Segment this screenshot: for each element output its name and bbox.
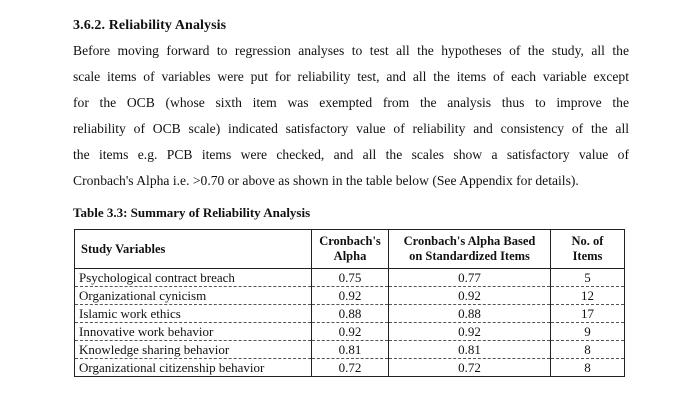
paragraph-line: the items e.g. PCB items were checked, and all the scales show a satisfactory value of	[73, 147, 629, 162]
header-line: Alpha	[333, 249, 367, 263]
header-line: No. of	[571, 234, 604, 248]
header-line: Items	[572, 249, 603, 263]
cell-std-alpha: 0.88	[389, 305, 551, 323]
cell-items: 12	[551, 287, 625, 305]
section-heading: 3.6.2. Reliability Analysis	[73, 18, 227, 33]
header-line: Cronbach's	[319, 234, 381, 248]
table-row	[75, 341, 625, 359]
body-paragraph	[73, 38, 629, 194]
cell-alpha: 0.81	[312, 341, 389, 359]
cell-variable: Organizational cynicism	[75, 287, 312, 305]
cell-std-alpha: 0.81	[389, 341, 551, 359]
cell-alpha: 0.72	[312, 359, 389, 377]
table-caption: Table 3.3: Summary of Reliability Analysis	[73, 205, 311, 220]
cell-variable: Islamic work ethics	[75, 305, 312, 323]
table-header-row	[75, 230, 625, 269]
table-row	[75, 359, 625, 377]
paragraph-line: Before moving forward to regression analyses to test all the hypotheses of the study, all the	[73, 43, 629, 58]
cell-std-alpha: 0.72	[389, 359, 551, 377]
cell-std-alpha: 0.92	[389, 323, 551, 341]
table-row	[75, 269, 625, 287]
cell-items: 8	[551, 359, 625, 377]
paragraph-line: Cronbach's Alpha i.e. >0.70 or above as shown in the table below (See Appendix for details).	[73, 173, 579, 188]
cell-items: 8	[551, 341, 625, 359]
cell-std-alpha: 0.77	[389, 269, 551, 287]
cell-items: 9	[551, 323, 625, 341]
cell-variable: Psychological contract breach	[75, 269, 312, 287]
header-line: Cronbach's Alpha Based	[403, 234, 536, 248]
header-line: on Standardized Items	[409, 249, 530, 263]
header-standardized-alpha	[389, 230, 551, 269]
paragraph-line: for the OCB (whose sixth item was exempted from the analysis thus to improve the	[73, 95, 629, 110]
table-row	[75, 323, 625, 341]
cell-std-alpha: 0.92	[389, 287, 551, 305]
cell-variable: Knowledge sharing behavior	[75, 341, 312, 359]
table-row	[75, 305, 625, 323]
header-study-variables: Study Variables	[75, 230, 312, 269]
header-cronbach-alpha	[312, 230, 389, 269]
paragraph-line: scale items of variables were put for reliability test, and all the items of each variable except	[73, 69, 629, 84]
cell-alpha: 0.75	[312, 269, 389, 287]
cell-items: 17	[551, 305, 625, 323]
cell-variable: Innovative work behavior	[75, 323, 312, 341]
paragraph-line: reliability of OCB scale) indicated satisfactory value of reliability and consistency of the all	[73, 121, 629, 136]
header-number-of-items	[551, 230, 625, 269]
cell-alpha: 0.92	[312, 323, 389, 341]
reliability-table	[74, 229, 625, 377]
cell-variable: Organizational citizenship behavior	[79, 360, 265, 375]
cell-items: 5	[551, 269, 625, 287]
cell-alpha: 0.88	[312, 305, 389, 323]
table-row	[75, 287, 625, 305]
cell-alpha: 0.92	[312, 287, 389, 305]
